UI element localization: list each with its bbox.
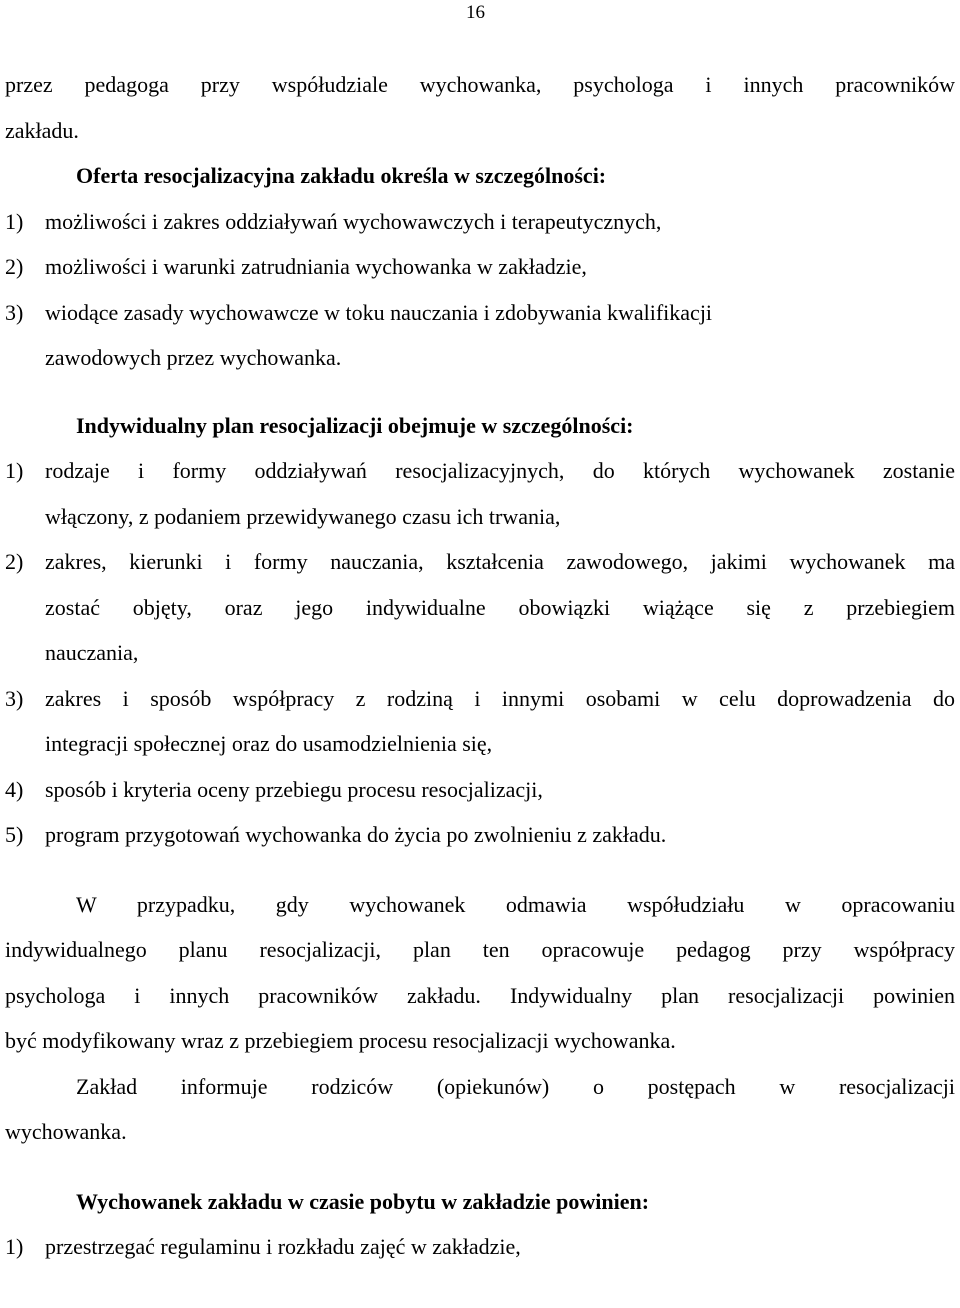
text-line: W przypadku, gdy wychowanek odmawia współudziału w opracowaniu xyxy=(76,891,955,917)
list-plan xyxy=(5,448,955,858)
list-number: 1) xyxy=(5,458,24,483)
text-line: rodzaje i formy oddziaływań resocjalizacyjnych, do których wychowanek zostanie xyxy=(45,458,955,483)
text-line: integracji społecznej oraz do usamodzielnienia się, xyxy=(45,731,493,756)
paragraph-odmowa xyxy=(5,882,955,1064)
text-line: możliwości i zakres oddziaływań wychowawczych i terapeutycznych, xyxy=(45,208,662,234)
list-item xyxy=(5,767,955,813)
text-line: zakres i sposób współpracy z rodziną i innymi osobami w celu doprowadzenia do xyxy=(45,685,955,711)
text-line: zakładu. xyxy=(5,117,79,143)
text-line: nauczania, xyxy=(45,640,139,665)
text-line: zakres, kierunki i formy nauczania, kształcenia zawodowego, jakimi wychowanek ma xyxy=(45,549,955,574)
list-number: 4) xyxy=(5,776,24,802)
list-number: 1) xyxy=(5,1234,24,1259)
text-line: przestrzegać regulaminu i rozkładu zajęć w zakładzie, xyxy=(45,1234,521,1259)
text-line: program przygotowań wychowanka do życia po zwolnieniu z zakładu. xyxy=(45,822,667,847)
list-number: 1) xyxy=(5,208,24,234)
text-line: być modyfikowany wraz z przebiegiem procesu resocjalizacji wychowanka. xyxy=(5,1028,676,1053)
section-heading-oferta: Oferta resocjalizacyjna zakładu określa w szczególności: xyxy=(76,163,607,188)
list-item xyxy=(5,290,955,381)
list-item xyxy=(5,199,955,245)
document-body xyxy=(5,62,955,1270)
text-line: włączony, z podaniem przewidywanego czasu ich trwania, xyxy=(45,503,561,529)
list-number: 5) xyxy=(5,822,24,847)
section-heading-plan: Indywidualny plan resocjalizacji obejmuje w szczególności: xyxy=(76,412,634,438)
list-item xyxy=(5,812,955,858)
paragraph-informowanie xyxy=(5,1064,955,1155)
text-line: zawodowych przez wychowanka. xyxy=(45,345,342,370)
text-line: Zakład informuje rodziców (opiekunów) o postępach w resocjalizacji xyxy=(76,1073,955,1099)
text-line: psychologa i innych pracowników zakładu. Indywidualny plan resocjalizacji powinien xyxy=(5,982,955,1008)
section-heading-obowiazki: Wychowanek zakładu w czasie pobytu w zakładzie powinien: xyxy=(76,1188,650,1214)
list-number: 2) xyxy=(5,254,24,279)
text-line: wiodące zasady wychowawcze w toku nauczania i zdobywania kwalifikacji xyxy=(45,299,713,325)
text-line: zostać objęty, oraz jego indywidualne obowiązki wiążące się z przebiegiem xyxy=(45,594,955,620)
paragraph-continuation xyxy=(5,62,955,153)
text-line: możliwości i warunki zatrudniania wychowanka w zakładzie, xyxy=(45,254,587,279)
list-number: 3) xyxy=(5,685,24,711)
list-item xyxy=(5,448,955,539)
list-item xyxy=(5,244,955,290)
list-obowiazki xyxy=(5,1224,955,1270)
list-oferta xyxy=(5,199,955,381)
page-number: 16 xyxy=(466,2,485,23)
text-line: sposób i kryteria oceny przebiegu procesu resocjalizacji, xyxy=(45,776,543,802)
list-number: 3) xyxy=(5,299,24,325)
text-line: przez pedagoga przy współudziale wychowanka, psychologa i innych pracowników xyxy=(5,72,955,97)
list-item xyxy=(5,676,955,767)
list-item xyxy=(5,539,955,676)
list-item xyxy=(5,1224,955,1270)
text-line: wychowanka. xyxy=(5,1119,127,1144)
list-number: 2) xyxy=(5,549,24,574)
text-line: indywidualnego planu resocjalizacji, plan ten opracowuje pedagog przy współpracy xyxy=(5,937,955,962)
